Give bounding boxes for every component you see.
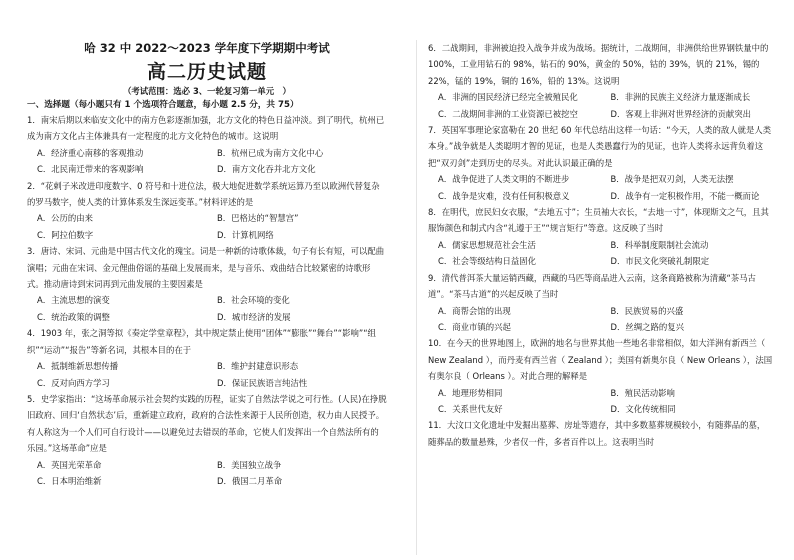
question-item: [27, 243, 387, 325]
answer-option: D．丝绸之路的复兴: [610, 321, 684, 332]
answer-option: C．关系世代友好: [438, 403, 503, 414]
answer-option: D．客观上非洲对世界经济的贡献突出: [610, 108, 751, 119]
answer-option: C．北民南迁带来的客观影响: [37, 164, 144, 175]
question-text: 4．1903 年，张之洞等拟《奏定学堂章程》，其中规定禁止使用“团体”“膨胀”“舞台”“影响”“组织”“运动”“报告”等新名词，其根本目的在于: [27, 328, 376, 355]
question-text: 2．“花剌子米改进印度数字、0 符号和十进位法，极大地促进数学系统运算乃至以欧洲代替复杂的罗马数字，使人类的计算体系发生深远变革。”材料评述的是: [27, 180, 380, 208]
answer-option: A．公历的由来: [37, 213, 93, 224]
answer-option: C．阿拉伯数字: [37, 229, 94, 240]
answer-option: D．文化传统相同: [610, 403, 676, 414]
exam-title-line1: 哈 32 中 2022～2023 学年度下学期期中考试: [84, 41, 330, 55]
answer-option: D．城市经济的发展: [217, 311, 291, 322]
question-text: 1．南宋后期以来临安文化中的南方色彩逐渐加强，北方文化的特色日益冲淡。到了明代，杭州已成为南方文化占主体兼具有一定程度的北方文化特色的城市。这说明: [27, 115, 385, 142]
answer-option: A．儒家思想规范社会生活: [438, 239, 536, 250]
question-item: [27, 178, 387, 244]
question-item: [428, 40, 773, 122]
answer-option: B．殖民活动影响: [610, 387, 675, 398]
answer-option: D．俄国二月革命: [217, 475, 283, 486]
answer-option: C．战争是灾难，没有任何积极意义: [438, 190, 570, 201]
answer-option: B．民族贸易的兴盛: [610, 305, 684, 316]
answer-option: A．英国光荣革命: [37, 459, 102, 470]
option-group: [27, 145, 387, 178]
option-group: [428, 171, 773, 204]
answer-option: C．统治政策的调整: [37, 311, 110, 322]
answer-option: A．战争促进了人类文明的不断进步: [438, 174, 570, 185]
question-item: [428, 335, 773, 417]
question-item: [428, 122, 773, 204]
question-text: 11．大汶口文化遗址中发掘出墓葬、房址等遗存，其中多数墓葬规模较小，有随葬品的墓，随葬品的数量悬殊，少者仅一件，多者百件以上。这表明当时: [428, 420, 766, 447]
answer-option: B．科举制度限制社会流动: [610, 239, 709, 250]
answer-option: A．地理形势相同: [438, 387, 503, 398]
answer-option: B．社会环境的变化: [217, 295, 290, 306]
question-text: 6．二战期间，非洲被迫投入战争并成为战场。据统计，二战期间，非洲供给世界钢铁量中的 100%，工业用钻石的 98%，钻石的 90%，黄金的 50%，钴的 39%，钒的 21%，锡的 22%，锰的 19%，铜的 16%，铅的 13%。这说明: [428, 43, 769, 86]
answer-option: C．日本明治维新: [37, 475, 102, 486]
answer-option: B．美国独立战争: [217, 459, 282, 470]
left-question-list: [27, 112, 387, 489]
option-group: [428, 303, 773, 336]
answer-option: A．经济重心南移的客观推动: [37, 147, 144, 158]
option-group: [27, 358, 387, 391]
question-item: [27, 325, 387, 391]
answer-option: C．二战期间非洲的工业资源已被挖空: [438, 108, 578, 119]
left-column: [27, 40, 387, 489]
exam-scope: （考试范围：选必 3、一轮复习第一单元 ）: [123, 86, 291, 96]
answer-option: D．保证民族语言纯洁性: [217, 377, 308, 388]
option-group: [27, 210, 387, 243]
column-divider: [416, 40, 417, 555]
answer-option: D．南方文化吞并北方文化: [217, 164, 316, 175]
answer-option: B．巴格达的“智慧宫”: [217, 213, 299, 224]
answer-option: A．主流思想的演变: [37, 295, 110, 306]
question-text: 5．史学家指出：“这场革命展示社会契约实践的历程，证实了自然法学说之可行性。(人民)在挣脱旧政府、回归‘自然状态’后，重新建立政府，政府的合法性来源于人民所创造，权力由人民授予。有人称这为一个人们可自行设计——以避免过去错误的革命，它使人们发挥出一个自然法所有的乐园。”这场革命”应是: [27, 393, 387, 454]
answer-option: A．抵制维新思想传播: [37, 361, 119, 372]
answer-option: D．市民文化突破礼制限定: [610, 256, 710, 267]
answer-option: B．非洲的民族主义经济力量逐渐成长: [610, 92, 751, 103]
option-group: [27, 457, 387, 490]
answer-option: C．商业市镇的兴起: [438, 321, 511, 332]
option-group: [27, 292, 387, 325]
exam-title: 高二历史试题: [146, 61, 267, 83]
option-group: [428, 385, 773, 418]
question-text: 8．在明代，庶民妇女衣服，“去地五寸”；生员袖大衣长，“去地一寸”，体现斯文之气，且其服饰颜色和制式内含“礼遵于王”“规言矩行”等意。这反映了当时: [428, 207, 769, 234]
option-group: [428, 89, 773, 122]
answer-option: C．反对向西方学习: [37, 377, 110, 388]
question-text: 7．英国军事理论家富勒在 20 世纪 60 年代总结出这样一句话：“今天，人类的敌人就是人类本身。”战争就是人类聪明才智的见证，也是人类愚蠢行为的见证，也许人类将永远背负着这把“双刃剑”走到历史的尽头。对此认识最正确的是: [428, 125, 772, 168]
question-item: [428, 270, 773, 336]
answer-option: B．维护封建意识形态: [217, 361, 299, 372]
answer-option: B．杭州已成为南方文化中心: [217, 147, 324, 158]
section-heading: 一、选择题（每小题只有 1 个选项符合题意，每小题 2.5 分，共 75）: [27, 100, 299, 110]
question-item: [27, 112, 387, 178]
question-text: 3．唐诗、宋词、元曲是中国古代文化的瑰宝。词是一种新的诗歌体裁，句子有长有短，可以配曲演唱；元曲在宋词、金元俚曲俗谣的基础上发展而来，是与音乐、戏曲结合比较紧密的诗歌形式。推动唐诗到宋词再到元曲发展的主要因素是: [27, 246, 385, 290]
answer-option: D．计算机网络: [217, 229, 274, 240]
answer-option: D．战争有一定积极作用，不能一概而论: [610, 190, 760, 201]
question-item: [428, 204, 773, 270]
right-column: [428, 40, 773, 450]
question-text: 10．在今天的世界地图上，欧洲的地名与世界其他一些地名非常相似，如大洋洲有新西兰（ New Zealand ），而丹麦有西兰省（ Zealand ）；美国有新奥尔良（ New Orleans ），法国有奥尔良（ Orleans ）。对此合理的解释是: [428, 338, 773, 382]
answer-option: C．社会等级结构日益固化: [438, 256, 536, 267]
answer-option: A．商帮会馆的出现: [438, 305, 511, 316]
question-item: [27, 391, 387, 489]
question-item: [428, 417, 773, 450]
answer-option: A．非洲的国民经济已经完全被殖民化: [438, 92, 578, 103]
option-group: [428, 237, 773, 270]
question-text: 9．清代普洱茶大量运销西藏，西藏的马匹等商品进入云南，这条商路被称为清藏“茶马古道”。“茶马古道”的兴起反映了当时: [428, 272, 756, 300]
right-question-list: [428, 40, 773, 450]
answer-option: B．战争是把双刃剑，人类无法摆: [610, 174, 734, 185]
